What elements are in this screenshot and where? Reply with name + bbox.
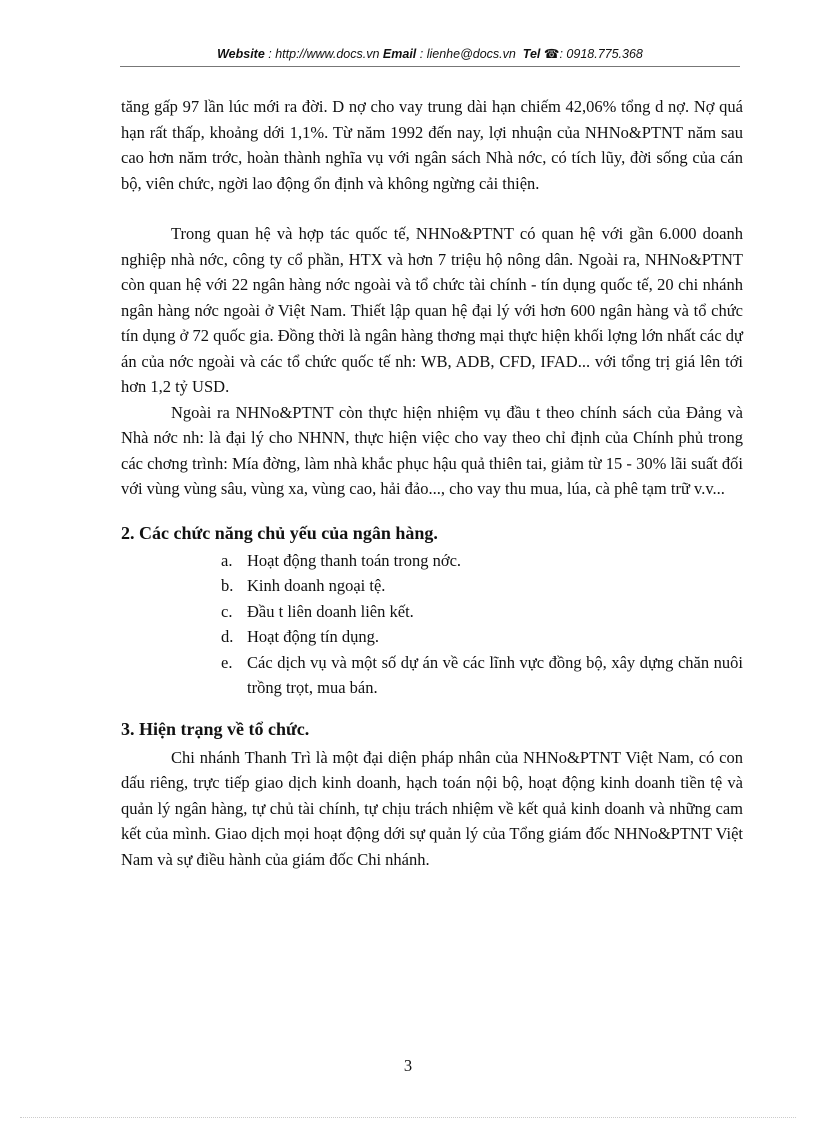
list-item-text: Các dịch vụ và một số dự án về các lĩnh vực đồng bộ, xây dựng chăn nuôi trồng trọt, mua bán.: [247, 652, 743, 697]
list-item-text: Hoạt động tín dụng.: [247, 627, 379, 646]
header-divider: [120, 66, 740, 67]
tel-value: : 0918.775.368: [559, 47, 643, 61]
paragraph-policy: Ngoài ra NHNo&PTNT còn thực hiện nhiệm vụ đầu t theo chính sách của Đảng và Nhà nớc nh: là đại lý cho NHNN, thực hiện việc cho vay theo chỉ định của Chính phủ trong các chơng trình: Mía đờng, làm nhà khắc phục hậu quả thiên tai, giảm từ 15 - 30% lãi suất đối với vùng vùng sâu, vùng xa, vùng cao, hải đảo..., cho vay thu mua, lúa, cà phê tạm trữ v.v...: [121, 402, 743, 498]
list-item-text: Đầu t liên doanh liên kết.: [247, 601, 414, 621]
list-item: [221, 548, 743, 574]
paragraph-organization: Chi nhánh Thanh Trì là một đại diện pháp nhân của NHNo&PTNT Việt Nam, có con dấu riêng, trực tiếp giao dịch kinh doanh, hạch toán nội bộ, hoạt động kinh doanh tiền tệ và quản lý ngân hàng, tự chủ tài chính, tự chịu trách nhiệm về kết quả kinh doanh và những cam kết của mình. Giao dịch mọi hoạt động dới sự quản lý của Tổng giám đốc NHNo&PTNT Việt Nam và sự điều hành của giám đốc Chi nhánh.: [121, 747, 743, 869]
list-item-text: Kinh doanh ngoại tệ.: [247, 576, 386, 595]
list-item: [221, 573, 743, 599]
list-marker: d.: [221, 627, 234, 646]
list-marker: e.: [221, 652, 233, 672]
list-marker: a.: [221, 550, 233, 570]
functions-list: [121, 548, 743, 701]
document-body: [121, 94, 743, 872]
list-item-text: Hoạt động thanh toán trong nớc.: [247, 550, 462, 570]
list-item: [221, 650, 743, 701]
website-sep: :: [264, 47, 276, 61]
paragraph-gap: [121, 196, 743, 221]
footer-divider: [20, 1117, 796, 1118]
page-number: 3: [403, 1056, 413, 1075]
list-item: [221, 624, 743, 650]
section-2-heading: 2. Các chức năng chủ yếu của ngân hàng.: [121, 522, 438, 543]
phone-icon: ☎: [543, 47, 560, 61]
paragraph-growth: tăng gấp 97 lần lúc mới ra đời. D nợ cho vay trung dài hạn chiếm 42,06% tổng d nợ. Nợ quá hạn rất thấp, khoảng dới 1,1%. Từ năm 1992 đến nay, lợi nhuận của NHNo&PTNT năm sau cao hơn năm trớc, hoàn thành nghĩa vụ với ngân sách Nhà nớc, có tích lũy, đời sống của cán bộ, viên chức, ngời lao động ổn định và không ngừng cải thiện.: [121, 97, 743, 193]
list-marker: b.: [221, 576, 234, 595]
email-sep: :: [416, 47, 427, 61]
page-header: [120, 46, 740, 61]
email-label: Email: [382, 47, 417, 61]
email-value: lienhe@docs.vn: [426, 47, 516, 61]
list-item: [221, 599, 743, 625]
paragraph-international: Trong quan hệ và hợp tác quốc tế, NHNo&PTNT có quan hệ với gần 6.000 doanh nghiệp nhà nớc, công ty cổ phần, HTX và hơn 7 triệu hộ nông dân. Ngoài ra, NHNo&PTNT còn quan hệ với 22 ngân hàng nớc ngoài và tổ chức tài chính - tín dụng quốc tế, 20 chi nhánh ngân hàng nớc ngoài ở Việt Nam. Thiết lập quan hệ đại lý với hơn 600 ngân hàng và tổ chức tín dụng ở 72 quốc gia. Đồng thời là ngân hàng thơng mại thực hiện khối lợng lớn nhất các dự án của nớc ngoài và các tổ chức quốc tế nh: WB, ADB, CFD, IFAD... với tổng trị giá lên tới hơn 1,2 tỷ USD.: [121, 224, 743, 396]
website-url: http://www.docs.vn: [275, 47, 380, 61]
tel-label: Tel: [522, 47, 541, 61]
website-label: Website: [217, 47, 265, 61]
section-3-heading: 3. Hiện trạng về tổ chức.: [121, 718, 310, 739]
list-marker: c.: [221, 601, 233, 621]
